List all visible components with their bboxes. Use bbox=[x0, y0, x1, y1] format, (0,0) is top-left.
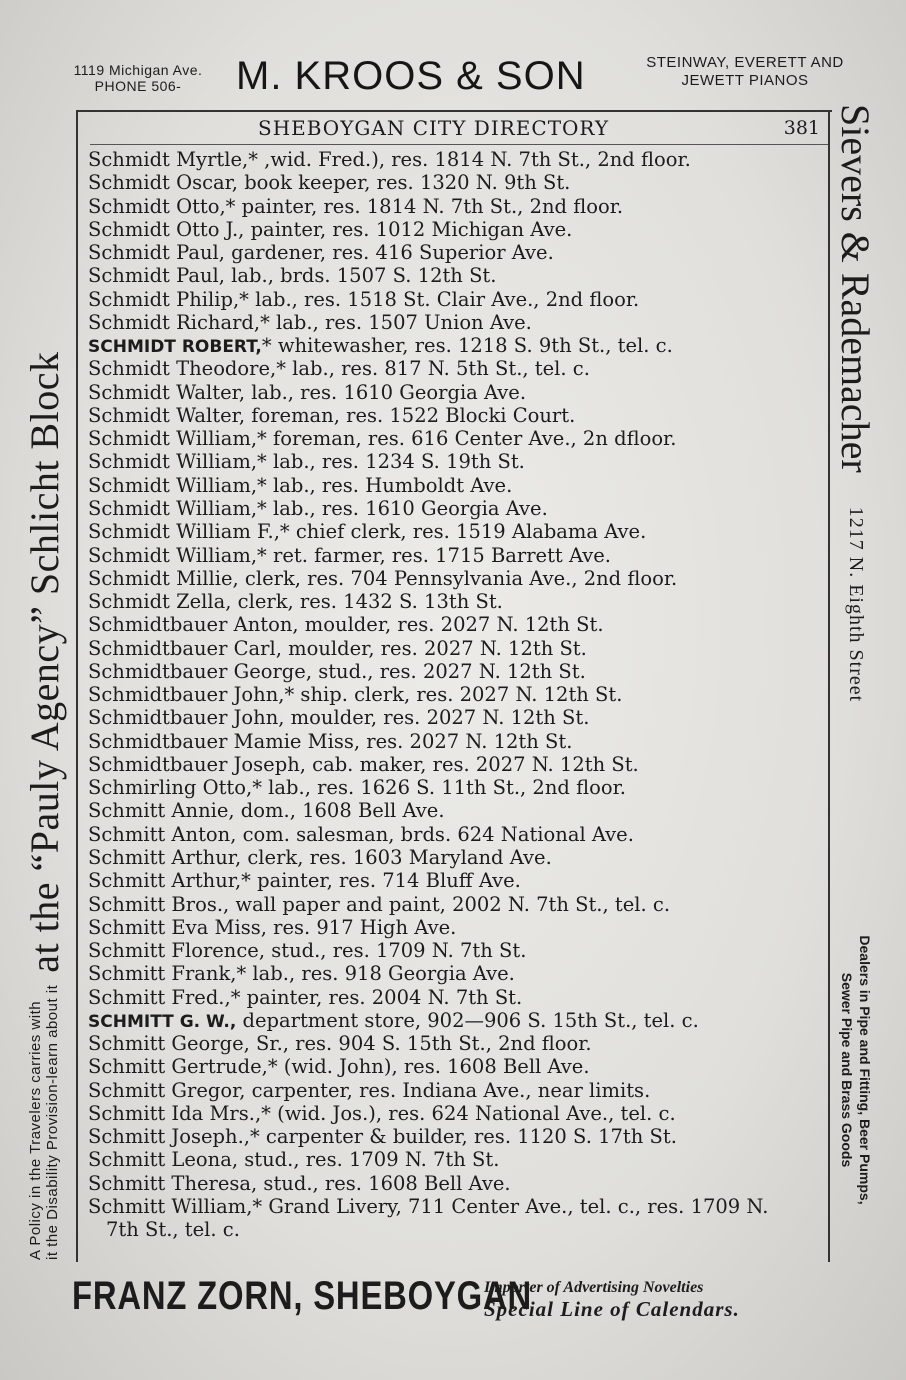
directory-entry: Schmidt Walter, foreman, res. 1522 Blocki Court. bbox=[88, 403, 576, 427]
directory-entry: Schmidt William,* lab., res. 1610 Georgia Ave. bbox=[88, 496, 548, 520]
page-number: 381 bbox=[783, 117, 820, 139]
entry-bold-name: SCHMIDT ROBERT, bbox=[88, 337, 262, 358]
directory-entry: Schmidt William,* foreman, res. 616 Center Ave., 2n dfloor. bbox=[88, 427, 677, 451]
entry-bold-name: SCHMITT G. W., bbox=[88, 1011, 237, 1032]
directory-entry: Schmitt Frank,* lab., res. 918 Georgia Ave. bbox=[88, 962, 515, 986]
directory-entry: Schmitt Arthur,* painter, res. 714 Bluff Ave. bbox=[88, 869, 521, 893]
entry-list bbox=[88, 148, 828, 1241]
zorn-line1: Importer of Advertising Novelties bbox=[484, 1279, 704, 1296]
zorn-line2: Special Line of Calendars. bbox=[484, 1297, 740, 1321]
directory-entry bbox=[88, 334, 828, 357]
directory-entry: Schmitt Leona, stud., res. 1709 N. 7th St. bbox=[88, 1148, 500, 1172]
policy-line1: A Policy in the Travelers carries with bbox=[27, 1000, 44, 1260]
zorn-name: FRANZ ZORN, SHEBOYGAN bbox=[72, 1274, 533, 1318]
directory-entry: Schmitt Joseph.,* carpenter & builder, res. 1120 S. 17th St. bbox=[88, 1125, 677, 1149]
right-margin-ad bbox=[832, 100, 894, 1260]
directory-entry: Schmidt Zella, clerk, res. 1432 S. 13th St. bbox=[88, 590, 503, 614]
directory-entry: Schmidtbauer John, moulder, res. 2027 N. 12th St. bbox=[88, 706, 590, 730]
directory-entry bbox=[88, 1009, 828, 1032]
directory-entry: Schmidt Walter, lab., res. 1610 Georgia Ave. bbox=[88, 380, 527, 404]
directory-entry: Schmitt Eva Miss, res. 917 High Ave. bbox=[88, 915, 457, 939]
directory-entry: Schmidt Theodore,* lab., res. 817 N. 5th St., tel. c. bbox=[88, 357, 590, 381]
directory-entry: Schmitt William,* Grand Livery, 711 Center Ave., tel. c., res. 1709 N. bbox=[88, 1194, 769, 1218]
policy-line2: it the Disability Provision-learn about it bbox=[44, 984, 61, 1260]
directory-entry: 7th St., tel. c. bbox=[106, 1218, 240, 1242]
pauly-agency-text: at the “Pauly Agency” Schlicht Block bbox=[21, 351, 67, 973]
top-left-ad bbox=[52, 62, 224, 94]
directory-entry: Schmidtbauer George, stud., res. 2027 N. 12th St. bbox=[88, 659, 586, 683]
directory-entry: Schmirling Otto,* lab., res. 1626 S. 11th St., 2nd floor. bbox=[88, 776, 626, 800]
directory-entry: Schmitt Arthur, clerk, res. 1603 Maryland Ave. bbox=[88, 845, 552, 869]
entry-rest: * whitewasher, res. 1218 S. 9th St., tel. c. bbox=[261, 334, 673, 358]
directory-entry: Schmitt Ida Mrs.,* (wid. Jos.), res. 624 National Ave., tel. c. bbox=[88, 1101, 676, 1125]
frame-right-rule bbox=[828, 110, 830, 1262]
directory-entry: Schmitt Bros., wall paper and paint, 2002 N. 7th St., tel. c. bbox=[88, 892, 671, 916]
directory-entry: Schmitt Gertrude,* (wid. John), res. 1608 Bell Ave. bbox=[88, 1055, 590, 1079]
directory-entry: Schmidt Millie, clerk, res. 704 Pennsylvania Ave., 2nd floor. bbox=[88, 566, 678, 590]
directory-entry: Schmidtbauer Anton, moulder, res. 2027 N. 12th St. bbox=[88, 613, 604, 637]
sievers-name: Sievers & Rademacher bbox=[833, 104, 879, 473]
kroos-address: 1119 Michigan Ave. bbox=[73, 62, 203, 78]
frame-top-rule bbox=[76, 110, 832, 112]
directory-entry: Schmidt Richard,* lab., res. 1507 Union Ave. bbox=[88, 310, 532, 334]
directory-entry: Schmidt William,* lab., res. 1234 S. 19th St. bbox=[88, 450, 525, 474]
directory-entry: Schmidtbauer Carl, moulder, res. 2027 N. 12th St. bbox=[88, 636, 587, 660]
directory-entry: Schmidt Paul, lab., brds. 1507 S. 12th St. bbox=[88, 264, 497, 288]
directory-entry: Schmitt Theresa, stud., res. 1608 Bell Ave. bbox=[88, 1171, 511, 1195]
directory-entry: Schmidt William,* ret. farmer, res. 1715 Barrett Ave. bbox=[88, 543, 612, 567]
kroos-phone: PHONE 506- bbox=[94, 78, 182, 94]
header-rule bbox=[90, 144, 828, 145]
sievers-address: 1217 N. Eighth Street bbox=[845, 506, 868, 703]
running-header bbox=[90, 114, 826, 142]
pianos-line2: JEWETT PIANOS bbox=[681, 72, 809, 89]
directory-entry: Schmidt Myrtle,* ,wid. Fred.), res. 1814 N. 7th St., 2nd floor. bbox=[88, 148, 691, 171]
directory-entry: Schmidt Philip,* lab., res. 1518 St. Clair Ave., 2nd floor. bbox=[88, 287, 640, 311]
directory-entry: Schmitt George, Sr., res. 904 S. 15th St., 2nd floor. bbox=[88, 1032, 592, 1056]
top-right-ad bbox=[610, 54, 880, 90]
directory-entry: Schmitt Gregor, carpenter, res. Indiana Ave., near limits. bbox=[88, 1078, 651, 1102]
directory-entry: Schmitt Anton, com. salesman, brds. 624 National Ave. bbox=[88, 822, 634, 846]
directory-entry: Schmidt Otto J., painter, res. 1012 Michigan Ave. bbox=[88, 217, 573, 241]
dealers-line2: Sewer Pipe and Brass Goods bbox=[839, 972, 855, 1168]
directory-entry: Schmidt William,* lab., res. Humboldt Ave. bbox=[88, 473, 513, 497]
kroos-title: M. KROOS & SON bbox=[236, 54, 586, 98]
entry-rest: department store, 902—906 S. 15th St., tel. c. bbox=[236, 1008, 699, 1032]
directory-entry: Schmidtbauer Mamie Miss, res. 2027 N. 12th St. bbox=[88, 729, 573, 753]
directory-entry: Schmidt Otto,* painter, res. 1814 N. 7th St., 2nd floor. bbox=[88, 194, 624, 218]
left-margin-ad bbox=[14, 124, 74, 1260]
directory-entry: Schmidtbauer John,* ship. clerk, res. 2027 N. 12th St. bbox=[88, 683, 623, 707]
dealers-line1: Dealers in Pipe and Fitting, Beer Pumps, bbox=[857, 935, 873, 1205]
directory-entry: Schmidt Oscar, book keeper, res. 1320 N. 9th St. bbox=[88, 171, 571, 195]
bottom-ad bbox=[72, 1268, 832, 1332]
directory-entry: Schmidt William F.,* chief clerk, res. 1519 Alabama Ave. bbox=[88, 520, 647, 544]
directory-entry: Schmidtbauer Joseph, cab. maker, res. 2027 N. 12th St. bbox=[88, 752, 639, 776]
directory-entry: Schmitt Fred.,* painter, res. 2004 N. 7th St. bbox=[88, 985, 523, 1009]
frame-left-rule bbox=[76, 110, 78, 1262]
directory-entry: Schmidt Paul, gardener, res. 416 Superior Ave. bbox=[88, 241, 554, 265]
pianos-line1: STEINWAY, EVERETT AND bbox=[646, 54, 844, 71]
directory-entry: Schmitt Annie, dom., 1608 Bell Ave. bbox=[88, 799, 445, 823]
directory-entry: Schmitt Florence, stud., res. 1709 N. 7th St. bbox=[88, 939, 527, 963]
directory-title: SHEBOYGAN CITY DIRECTORY bbox=[258, 116, 610, 140]
